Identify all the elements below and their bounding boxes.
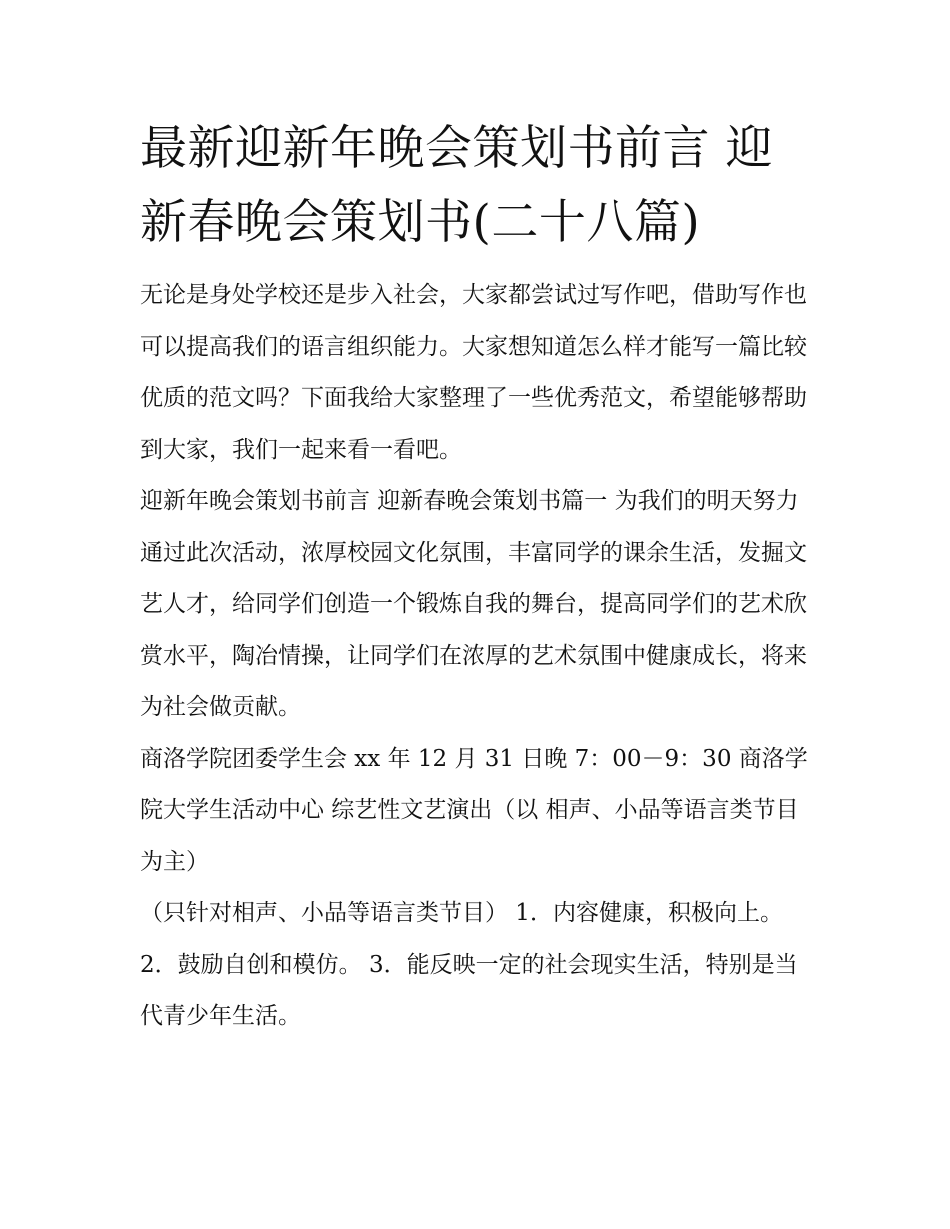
event-details-paragraph: 商洛学院团委学生会 xx 年 12 月 31 日晚 7：00－9：30 商洛学院大学生活动中心 综艺性文艺演出（以 相声、小品等语言类节目为主） xyxy=(140,745,808,875)
requirements-paragraph: （只针对相声、小品等语言类节目） 1．内容健康，积极向上。 2．鼓励自创和模仿。 3．能反映一定的社会现实生活，特别是当代青少年生活。 xyxy=(140,900,798,1029)
section-heading: 迎新年晚会策划书前言 迎新春晚会策划书篇一 为我们的明天努力 xyxy=(140,488,799,514)
document-title: 最新迎新年晚会策划书前言 迎新春晚会策划书(二十八篇) xyxy=(140,121,773,250)
document-page xyxy=(140,112,820,1043)
purpose-paragraph: 通过此次活动，浓厚校园文化氛围，丰富同学的课余生活，发掘文艺人才，给同学们创造一个锻炼自我的舞台，提高同学们的艺术欣赏水平，陶冶情操，让同学们在浓厚的艺术氛围中健康成长，将来为社会做贡献。 xyxy=(140,539,807,720)
intro-paragraph: 无论是身处学校还是步入社会，大家都尝试过写作吧，借助写作也可以提高我们的语言组织能力。大家想知道怎么样才能写一篇比较优质的范文吗？下面我给大家整理了一些优秀范文，希望能够帮助到大家，我们一起来看一看吧。 xyxy=(140,282,807,463)
